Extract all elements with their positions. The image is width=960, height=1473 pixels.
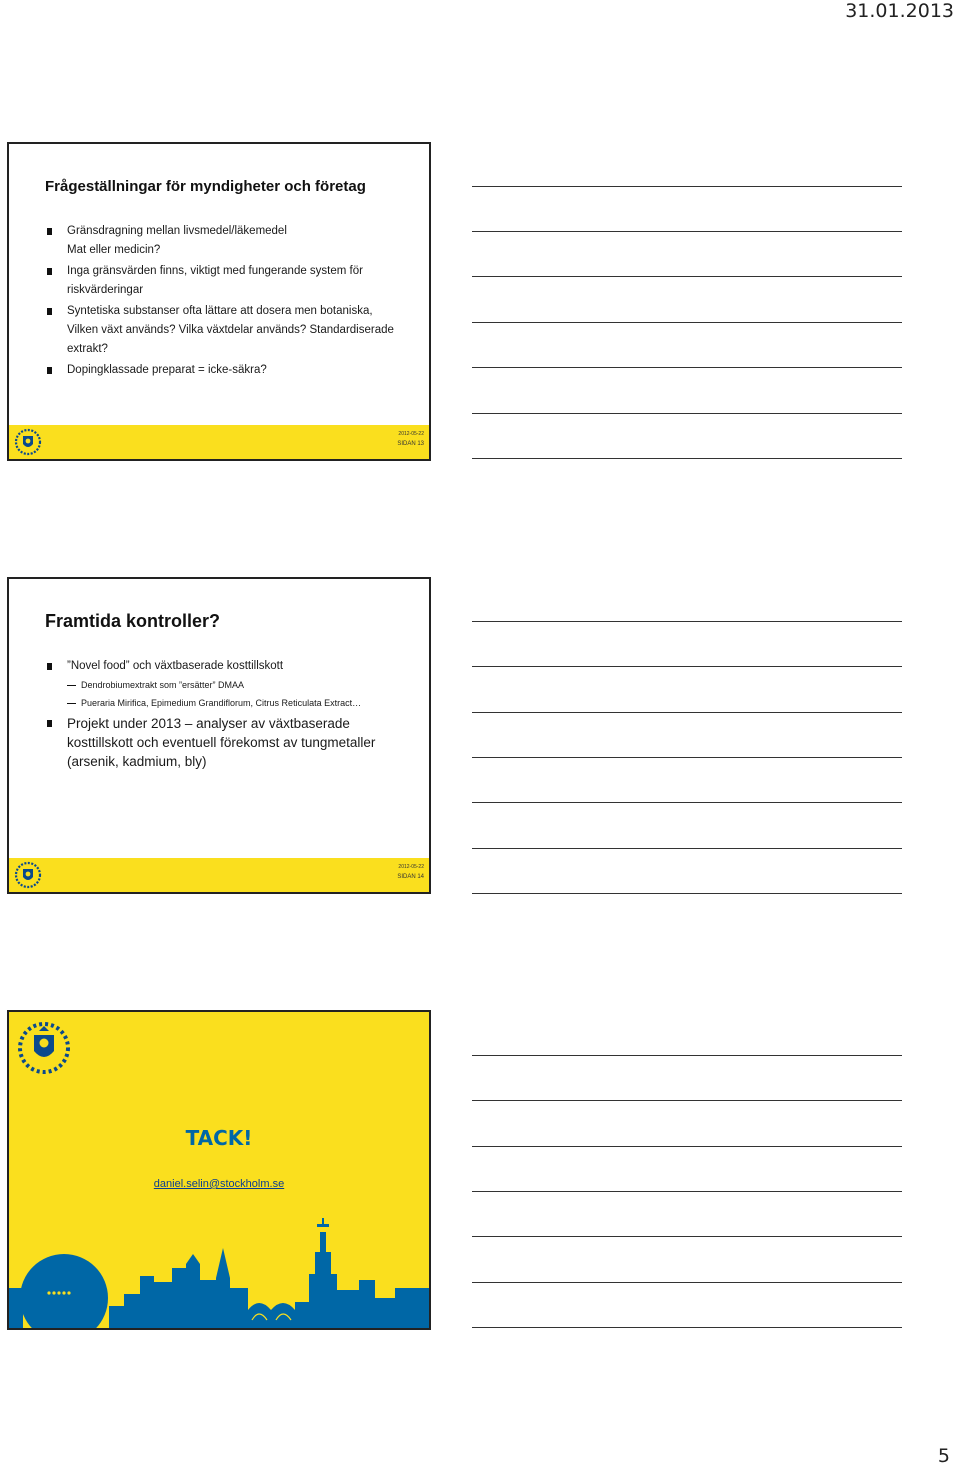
header-date: 31.01.2013 [845,0,954,22]
slide-footer [9,425,429,459]
footer-date: 2012-05-22 [398,864,424,870]
footer-date: 2012-05-22 [398,431,424,437]
stockholm-skyline-icon [9,1218,431,1328]
footer-page-number: SIDAN 14 [397,874,424,880]
bullet-marker-icon [47,663,52,670]
bullet-item: Dopingklassade preparat = icke-säkra? [45,361,395,380]
sub-bullet-item: Pueraria Mirifica, Epimedium Grandiflorum, Citrus Reticulata Extract… [67,694,395,712]
bullet-marker-icon [47,228,52,235]
bullet-marker-icon [47,367,52,374]
contact-email-link[interactable]: daniel.selin@stockholm.se [153,1178,285,1190]
bullet-item: Inga gränsvärden finns, viktigt med fungerande system för riskvärderingar [45,262,395,300]
bullet-marker-icon [47,308,52,315]
thanks-heading: TACK! [185,1126,253,1150]
bullet-marker-icon [47,268,52,275]
slide-15-closing [7,1010,431,1330]
bullet-list [45,657,395,773]
slide-title: Framtida kontroller? [45,611,221,631]
sub-bullet-item: Dendrobiumextrakt som ”ersätter” DMAA [67,676,395,694]
bullet-list [45,222,395,382]
dash-marker-icon [67,703,76,704]
dash-marker-icon [67,685,76,686]
page-number: 5 [937,1445,950,1467]
slide-title: Frågeställningar för myndigheter och företag [45,178,366,195]
bullet-item: Projekt under 2013 – analyser av växtbaserade kosttillskott och eventuell förekomst av tungmetaller (arsenik, kadmium, bly) [45,714,395,771]
bullet-marker-icon [47,720,52,727]
bullet-item: Gränsdragning mellan livsmedel/läkemedel Mat eller medicin? [45,222,395,260]
bullet-item: ”Novel food” och växtbaserade kosttillskott Dendrobiumextrakt som ”ersätter” DMAA Pueraria Mirifica, Epimedium Grandiflorum, Citrus Reticulata Extract… [45,657,395,712]
slide-13 [7,142,431,461]
stockholm-crest-icon [13,428,43,456]
stockholm-crest-icon [15,1017,73,1079]
bullet-item: Syntetiska substanser ofta lättare att dosera men botaniska, Vilken växt används? Vilka växtdelar används? Standardiserade extrakt? [45,302,395,359]
footer-page-number: SIDAN 13 [397,441,424,447]
slide-14 [7,577,431,894]
stockholm-crest-icon [13,861,43,889]
slide-footer [9,858,429,892]
sub-bullet-list [67,676,395,712]
